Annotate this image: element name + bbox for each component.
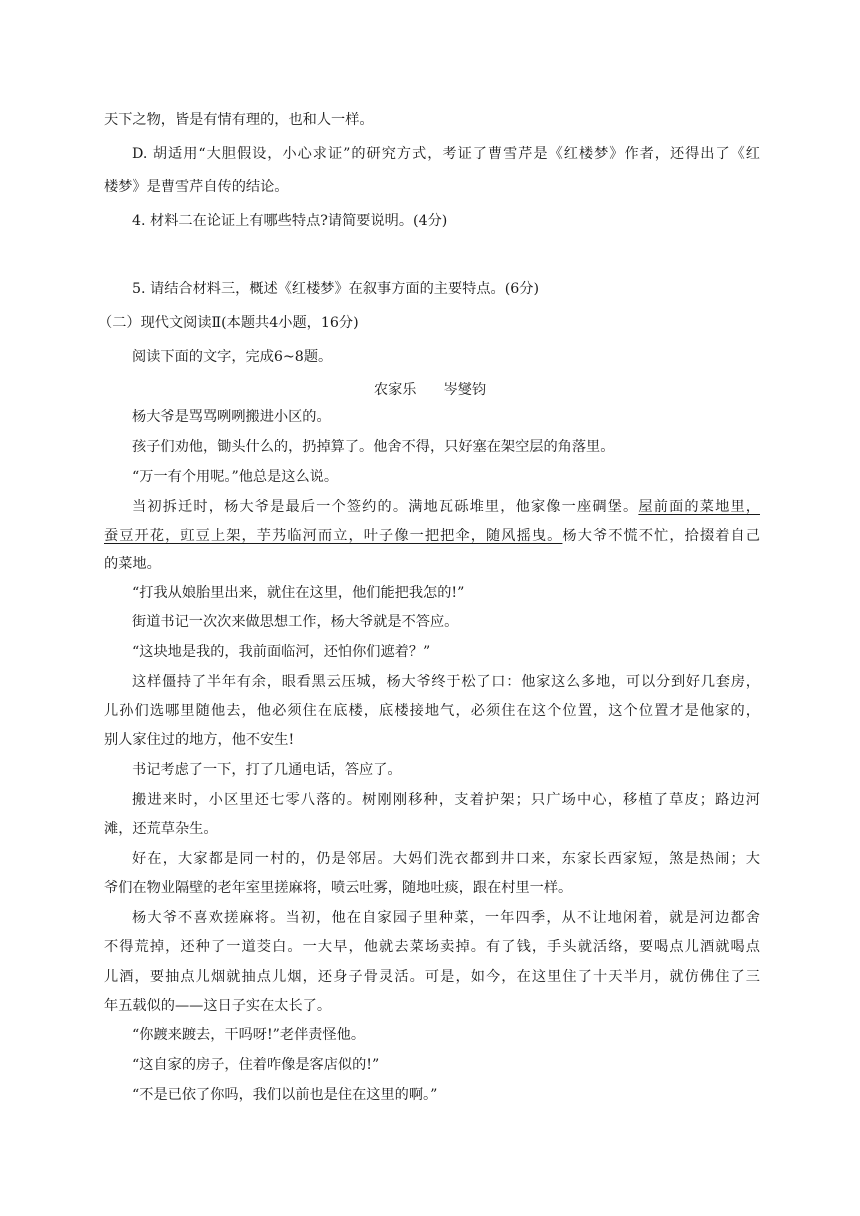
text-span: 当初拆迁时，杨大爷是最后一个签约的。满地瓦砾堆里，他家像一座碉堡。 xyxy=(132,499,639,515)
paragraph-line: 年五载似的——这日子实在太长了。 xyxy=(104,998,332,1014)
paragraph-line: 好在，大家都是同一村的，仍是邻居。大妈们洗衣都到井口来，东家长西家短，煞是热闹；大 xyxy=(132,851,760,867)
paragraph-line: “打我从娘胎里出来，就住在这里，他们能把我怎的!” xyxy=(132,585,465,601)
section-heading: （二）现代文阅读Ⅱ(本题共4小题，16分) xyxy=(98,315,359,331)
option-d-line-2: 楼梦》是曹雪芹自传的结论。 xyxy=(104,179,289,195)
paragraph-line: “万一有个用呢。”他总是这么说。 xyxy=(132,469,339,485)
story-title: 农家乐 xyxy=(373,382,417,398)
paragraph-line xyxy=(104,527,760,545)
text-span: 杨大爷不慌不忙，拾掇着自己 xyxy=(562,528,760,544)
text-line: 天下之物，皆是有情有理的，也和人一样。 xyxy=(104,112,374,128)
paragraph-line: 街道书记一次次来做思想工作，杨大爷就是不答应。 xyxy=(132,614,459,630)
underlined-text: 屋前面的菜地里， xyxy=(638,499,760,515)
story-author: 岑燮钧 xyxy=(443,382,487,398)
question-4: 4. 材料二在论证上有哪些特点?请简要说明。(4分) xyxy=(132,213,448,229)
paragraph-line: “这块地是我的，我前面临河，还怕你们遮着？” xyxy=(132,644,431,660)
paragraph-line: 儿酒，要抽点儿烟就抽点儿烟，还身子骨灵活。可是，如今，在这里住了十天半月，就仿佛住了三 xyxy=(104,969,760,985)
paragraph-line: 搬进来时，小区里还七零八落的。树刚刚移种，支着护架；只广场中心，移植了草皮；路边河 xyxy=(132,792,760,808)
paragraph-line: 不得荒掉，还种了一道茭白。一大早，他就去菜场卖掉。有了钱，手头就活络，要喝点儿酒就喝点 xyxy=(104,939,760,955)
paragraph-line: 杨大爷是骂骂咧咧搬进小区的。 xyxy=(132,409,331,425)
paragraph-line: “你踱来踱去，干吗呀!”老伴责怪他。 xyxy=(132,1027,366,1043)
paragraph-line: 滩，还荒草杂生。 xyxy=(104,821,218,837)
paragraph-line: “不是已依了你吗，我们以前也是住在这里的啊。” xyxy=(132,1087,438,1103)
paragraph-line: “这自家的房子，住着咋像是客店似的!” xyxy=(132,1057,380,1073)
paragraph-line: 别人家住过的地方，他不安生! xyxy=(104,732,295,748)
paragraph-line: 孩子们劝他，锄头什么的，扔掉算了。他舍不得，只好塞在架空层的角落里。 xyxy=(132,439,615,455)
paragraph-line: 杨大爷不喜欢搓麻将。当初，他在自家园子里种菜，一年四季，从不让地闲着，就是河边都舍 xyxy=(132,910,760,926)
paragraph-line: 书记考虑了一下，打了几通电话，答应了。 xyxy=(132,762,402,778)
paragraph-line xyxy=(132,498,760,516)
option-d-line-1: D. 胡适用“大胆假设，小心求证”的研究方式，考证了曹雪芹是《红楼梦》作者，还得出了《红 xyxy=(132,146,760,162)
paragraph-line: 的菜地。 xyxy=(104,556,161,572)
paragraph-line: 儿孙们选哪里随他去，他必须住在底楼，底楼接地气，必须住在这个位置，这个位置才是他家的， xyxy=(104,703,760,719)
paragraph-line: 爷们在物业隔壁的老年室里搓麻将，喷云吐雾，随地吐痰，跟在村里一样。 xyxy=(104,880,573,896)
underlined-text: 蚕豆开花，豇豆上架，芋艿临河而立，叶子像一把把伞，随风摇曳。 xyxy=(104,528,563,544)
instruction-line: 阅读下面的文字，完成6~8题。 xyxy=(132,349,333,365)
question-5: 5. 请结合材料三，概述《红楼梦》在叙事方面的主要特点。(6分) xyxy=(132,281,540,297)
story-title-line xyxy=(300,381,560,399)
paragraph-line: 这样僵持了半年有余，眼看黑云压城，杨大爷终于松了口：他家这么多地，可以分到好几套房， xyxy=(132,674,760,690)
